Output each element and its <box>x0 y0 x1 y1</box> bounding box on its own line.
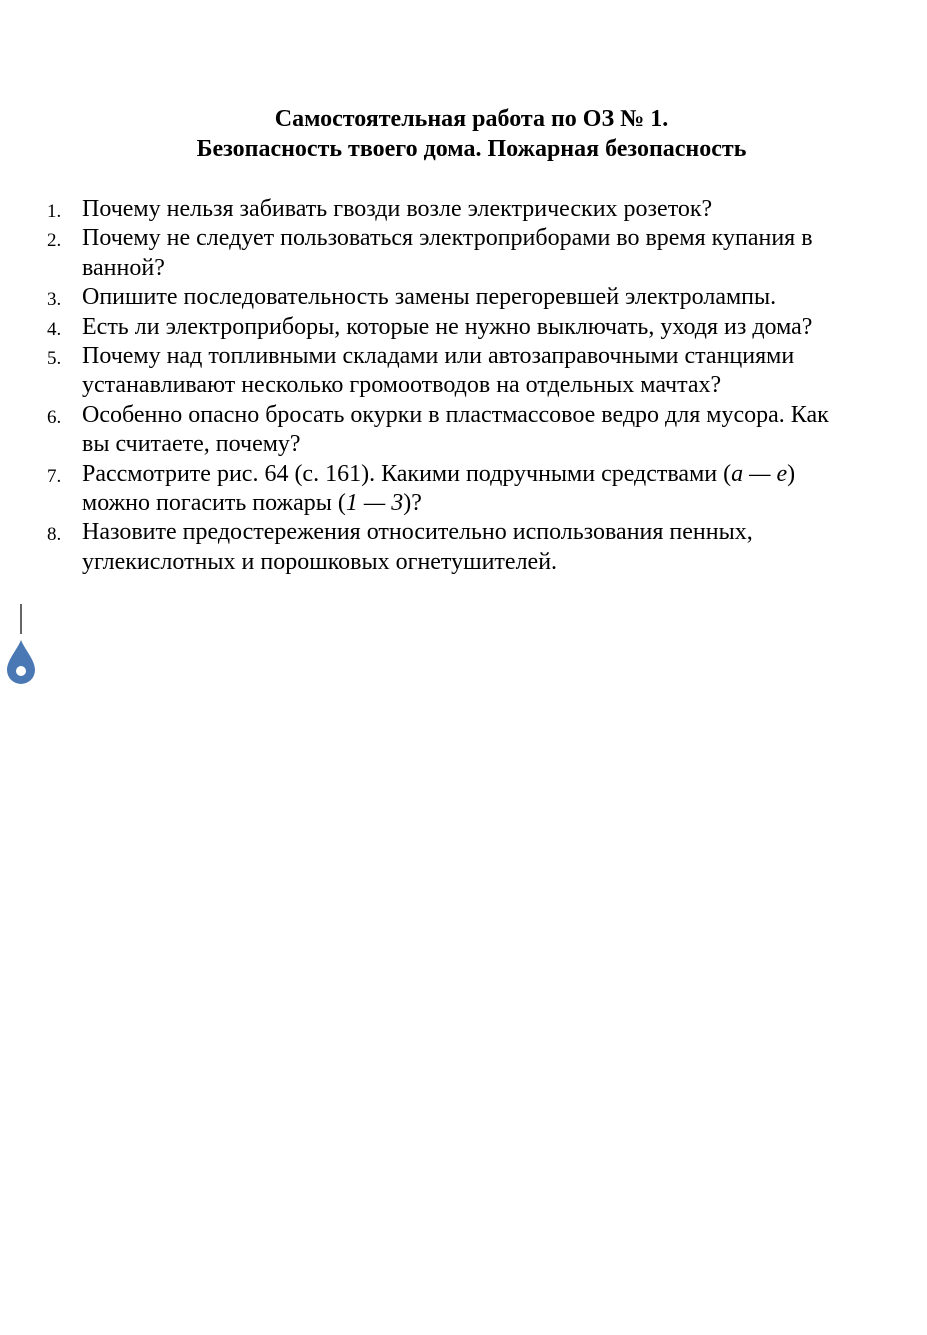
task-text <box>82 518 917 577</box>
task-item-4 <box>0 313 927 342</box>
task-line-italic: а — е <box>731 460 788 487</box>
task-number: 2. <box>47 230 62 252</box>
map-pin-drop-icon[interactable] <box>6 604 36 686</box>
task-item-2 <box>0 224 927 283</box>
task-item-3 <box>0 283 927 312</box>
task-number: 7. <box>47 465 62 487</box>
task-number: 3. <box>47 289 62 311</box>
task-item-6 <box>0 401 927 460</box>
task-line-part: можно погасить пожары ( <box>82 490 346 517</box>
task-line: Назовите предостережения относительно использования пенных, <box>82 519 753 546</box>
task-line-part: )? <box>403 490 422 517</box>
task-line <box>82 489 917 518</box>
task-line: Почему над топливными складами или автозаправочными станциями <box>82 343 795 370</box>
task-text <box>82 460 917 519</box>
task-line: углекислотных и порошковых огнетушителей. <box>82 548 558 575</box>
document-title <box>0 104 927 164</box>
task-number: 1. <box>47 201 62 222</box>
task-number: 5. <box>47 348 62 370</box>
task-line: вы считаете, почему? <box>82 431 301 458</box>
title-line-1: Самостоятельная работа по ОЗ № 1. <box>274 106 669 132</box>
task-text <box>82 342 917 401</box>
marker-drop <box>7 640 35 684</box>
task-line-part: Рассмотрите рис. 64 (с. 161). Какими подручными средствами ( <box>82 460 732 487</box>
task-line: Почему нельзя забивать гвозди возле электрических розеток? <box>82 196 713 222</box>
task-line: ванной? <box>82 254 165 281</box>
task-line-italic: 1 — 3 <box>345 490 404 517</box>
task-number: 4. <box>47 318 62 340</box>
task-line: Опишите последовательность замены перегоревшей электролампы. <box>82 284 777 311</box>
title-line-2: Безопасность твоего дома. Пожарная безопасность <box>196 136 747 162</box>
task-text <box>82 224 917 283</box>
task-number: 8. <box>47 524 62 546</box>
task-item-8 <box>0 518 927 577</box>
task-text <box>82 283 917 312</box>
task-line-part: ) <box>787 460 796 487</box>
task-line: Почему не следует пользоваться электроприборами во время купания в <box>82 225 813 252</box>
task-line: Особенно опасно бросать окурки в пластмассовое ведро для мусора. Как <box>82 401 829 428</box>
task-line <box>82 460 917 489</box>
task-text <box>82 313 917 342</box>
task-number: 6. <box>47 406 62 428</box>
task-text <box>82 401 917 460</box>
task-item-5 <box>0 342 927 401</box>
task-line: Есть ли электроприборы, которые не нужно выключать, уходя из дома? <box>82 313 813 340</box>
marker-hole <box>16 666 26 676</box>
task-line: устанавливают несколько громоотводов на отдельных мачтах? <box>82 372 722 399</box>
task-list <box>0 195 927 577</box>
task-item-7 <box>0 460 927 519</box>
task-text <box>82 195 917 224</box>
task-item-1 <box>0 195 927 224</box>
